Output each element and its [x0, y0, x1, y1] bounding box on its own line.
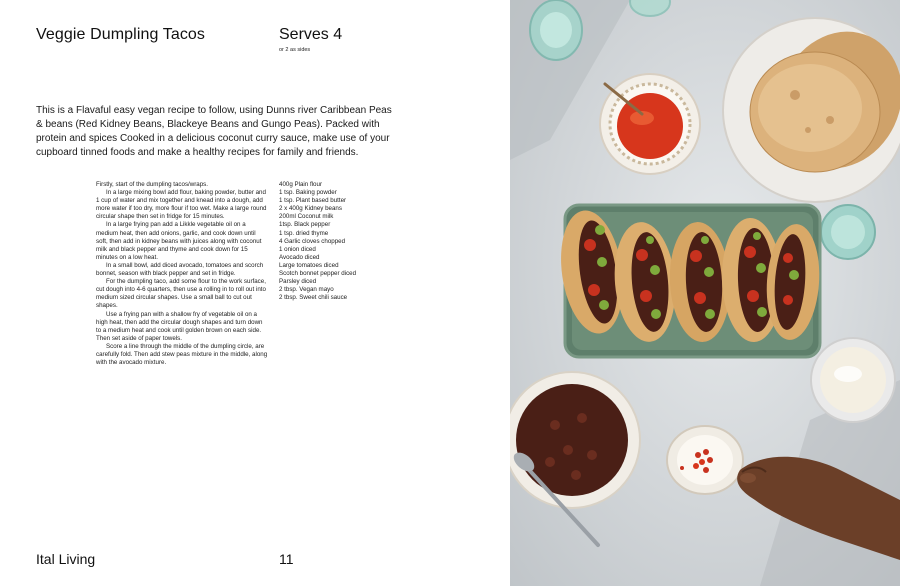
food-photo: [510, 0, 900, 586]
method-step: In a large mixing bowl add flour, baking powder, butter and 1 cup of water and mix together and knead into a dough, add more water if too dry, more flour if too wet. Make a large round circular shape then set in fridge for 15 minutes.: [96, 189, 267, 221]
recipe-title: Veggie Dumpling Tacos: [36, 26, 206, 43]
footer-page-number: 11: [279, 551, 294, 567]
ingredient-item: 1 tsp. Baking powder: [279, 189, 337, 197]
serves-note: or 2 as sides: [279, 47, 311, 53]
water-glass: [821, 205, 875, 259]
ingredient-item: Avocado diced: [279, 253, 320, 261]
mayo-bowl: [811, 338, 895, 422]
ingredient-item: 1 onion diced: [279, 245, 316, 253]
footer-book-title: Ital Living: [36, 551, 96, 567]
method-step: Score a line through the middle of the dumpling circle, are carefully fold. Then add stew peas mixture in the middle, along with the avocado mixture.: [96, 342, 268, 367]
ingredient-item: 2 tbsp. Sweet chili sauce: [279, 294, 348, 302]
chili-sauce-bowl: [600, 74, 700, 174]
ingredients-list: [279, 181, 389, 302]
ingredient-item: Large tomatoes diced: [279, 261, 339, 269]
method-step: Firstly, start of the dumpling tacos/wraps.: [96, 181, 208, 188]
ingredient-item: 1tsp. Black pepper: [279, 221, 331, 229]
ingredient-item: 2 x 400g Kidney beans: [279, 205, 342, 213]
method-steps: [96, 181, 268, 367]
pepper-dish: [667, 426, 743, 494]
ingredient-item: 1 tsp. dried thyme: [279, 229, 329, 237]
ingredient-item: Parsley diced: [279, 278, 317, 286]
ingredient-item: 400g Plain flour: [279, 181, 322, 188]
method-step: In a large frying pan add a Likkle vegetable oil on a medium heat, then add onions, garlic, and cook down until soft, then add in kidney beans with juices along with coconut milk and black pepper and thyme and cook down for 15 minutes on a low heat.: [96, 221, 262, 261]
method-step: Use a frying pan with a shallow fry of vegetable oil on a high heat, then add the circular dough shapes and turn down to a medium heat and cook until golden brown on each side. Then set aside of paper towels.: [96, 310, 263, 342]
ingredient-item: Scotch bonnet pepper diced: [279, 270, 357, 278]
method-step: In a small bowl, add diced avocado, tomatoes and scorch bonnet, season with black pepper and set in fridge.: [96, 261, 264, 278]
serves-heading: Serves 4: [279, 26, 343, 43]
ingredient-item: 4 Garlic cloves chopped: [279, 237, 346, 245]
ingredient-item: 200ml Coconut milk: [279, 213, 334, 221]
ingredient-item: 2 tbsp. Vegan mayo: [279, 286, 334, 294]
method-step: For the dumpling taco, add some flour to the work surface, cut dough into 4-6 quarters, then use a rolling in to roll out into medium sized circular shapes. Use a small ball to cut out shapes.: [96, 278, 266, 310]
recipe-intro: This is a Flavaful easy vegan recipe to follow, using Dunns river Caribbean Peas & beans (Red Kidney Beans, Blackeye Beans and Gungo Peas). Packed with protein and spices Cooked in a delicious coconut curry sauce, make use of your cupboard tinned foods and make a healthy recipes for family and friends.: [36, 105, 392, 158]
ingredient-item: 1 tsp. Plant based butter: [279, 197, 347, 205]
water-glass: [530, 0, 582, 60]
